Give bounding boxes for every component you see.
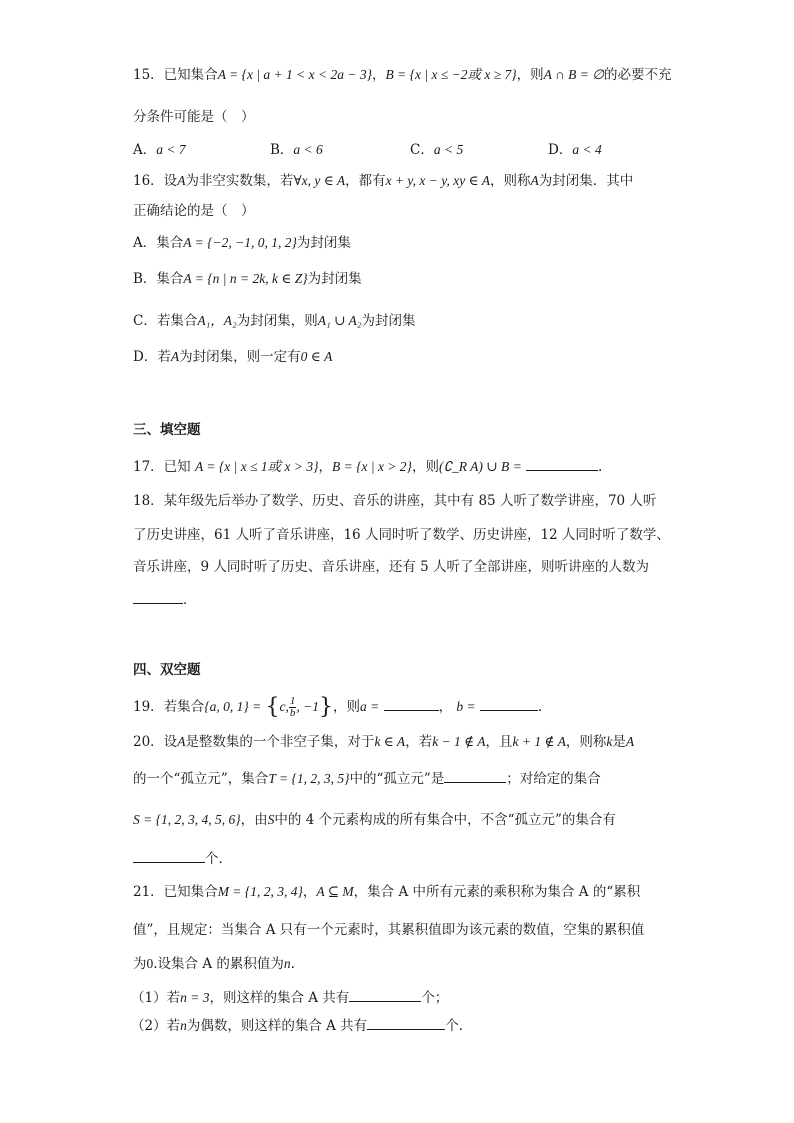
q16-option-d-cond: 0 ∈ A — [300, 349, 333, 364]
q20-line2-text-b: 中的“孤立元”是 — [349, 771, 445, 787]
q19-text-b: ，则 — [333, 699, 361, 715]
q20-text-e: ，则称 — [565, 734, 607, 750]
q15-option-a-value: a < 7 — [156, 142, 186, 157]
q20-blank2[interactable] — [133, 850, 205, 863]
q20-line2 — [133, 770, 601, 788]
q20-blank1[interactable] — [444, 770, 506, 783]
q19-end: . — [537, 699, 543, 715]
q16-option-b-tail: 为封闭集 — [307, 271, 362, 287]
q15-option-c — [410, 141, 463, 159]
q21-sub2-text-c: 个. — [445, 1018, 463, 1034]
q21-line3-text-c: . — [290, 956, 295, 972]
q19-right-brace: } — [319, 694, 334, 720]
q19-elem-rest: , −1 — [296, 699, 320, 714]
q20-cond3: k + 1 ∉ A — [512, 734, 566, 749]
q16-option-d-mid: 为封闭集，则一定有 — [179, 349, 301, 365]
q20-text-b: 是整数集的一个非空子集，对于 — [185, 734, 375, 750]
q21-sub1-blank[interactable] — [349, 989, 421, 1002]
section4-title: 四、双空题 — [133, 662, 201, 678]
q21-line3 — [133, 955, 295, 973]
q17-set-b: B = {x | x > 2} — [331, 459, 412, 474]
q21-sub2-var-n: n — [180, 1018, 187, 1033]
q16-text-e: 为封闭集．其中 — [538, 173, 634, 189]
q15-option-b — [270, 141, 323, 159]
q20-line4 — [133, 850, 232, 868]
q15-option-d-label: D． — [548, 142, 573, 158]
q15-line2: 分条件可能是（ ） — [133, 109, 255, 125]
q16-option-b — [133, 270, 362, 288]
q20-set-t: T = {1, 2, 3, 5} — [268, 771, 350, 786]
q15-set-a: A = {x | a + 1 < x < 2a − 3} — [217, 67, 372, 82]
q20-line3-text-b: 中的 4 个元素构成的所有集合中，不含“孤立元”的集合有 — [274, 812, 616, 828]
q16-option-a — [133, 234, 351, 252]
q19-frac-num: 1 — [289, 695, 296, 707]
q18-end: ． — [183, 592, 197, 608]
q15-condition: A ∩ B = ∅ — [543, 67, 605, 82]
q21-sub2-blank[interactable] — [367, 1017, 445, 1030]
q21-zero: 0 — [146, 956, 154, 971]
q15-text-a: 15．已知集合 — [133, 67, 218, 83]
q21-line3-text-b: .设集合 A 的累积值为 — [153, 956, 284, 972]
q17-text-a: 17．已知 — [133, 459, 191, 475]
q15-option-d-value: a < 4 — [572, 142, 602, 157]
q21-line3-text-a: 为 — [133, 956, 147, 972]
q21-line1 — [133, 883, 640, 901]
q21-text-b: ， — [302, 884, 317, 900]
q16-option-c-union: A₁ ∪ A₂ — [317, 313, 362, 328]
q20-text-d: ，且 — [485, 734, 513, 750]
q19-a-blank[interactable] — [384, 698, 439, 711]
q20-set-s: S = {1, 2, 3, 4, 5, 6} — [133, 812, 241, 827]
q21-set-m: M = {1, 2, 3, 4} — [217, 884, 303, 899]
q20-line2-text-a: 的一个“孤立元”，集合 — [133, 771, 269, 787]
q16-option-c-tail: 为封闭集 — [361, 313, 416, 329]
q15-set-b: B = {x | x ≤ −2或 x ≥ 7} — [385, 67, 517, 82]
q21-sub1-text-a: （1）若 — [131, 990, 181, 1006]
q16-condition1: ∀x, y ∈ A — [293, 173, 346, 188]
q17-end: . — [598, 459, 603, 475]
q21-var-n: n — [283, 956, 291, 971]
q20-var-a: A — [177, 734, 186, 749]
q19-left-set: {a, 0, 1} = — [204, 699, 262, 714]
q18-answer-blank[interactable] — [133, 591, 183, 604]
q16-option-c-mid: 为封闭集，则 — [236, 313, 318, 329]
q21-sub2-text-b: 为偶数，则这样的集合 A 共有 — [186, 1018, 368, 1034]
q21-sub2 — [131, 1017, 463, 1035]
q15-option-b-value: a < 6 — [293, 142, 323, 157]
q21-line2: 值”，且规定：当集合 A 只有一个元素时，其累积值即为该元素的数值，空集的累积值 — [133, 922, 645, 938]
q16-line1 — [133, 172, 633, 190]
q16-option-a-label: A．集合 — [133, 235, 184, 251]
q20-var-a2: A — [625, 734, 635, 749]
q16-var-a2: A — [530, 173, 539, 188]
q19-a-eq: a = — [360, 699, 380, 714]
q21-sub1-text-b: ，则这样的集合 A 共有 — [209, 990, 350, 1006]
q16-option-c-label: C．若集合 — [133, 313, 198, 329]
q16-option-b-set: A = {n | n = 2k, k ∈ Z} — [183, 271, 308, 286]
q16-text-c: ，都有 — [345, 173, 386, 189]
q19-frac-den: b — [289, 707, 296, 719]
q16-text-d: ，则称 — [490, 173, 531, 189]
q17-set-a: A = {x | x ≤ 1或 x > 3} — [194, 459, 319, 474]
q16-text-b: 为非空实数集，若 — [185, 173, 294, 189]
q16-option-b-label: B．集合 — [133, 271, 184, 287]
q20-text-f: 是 — [612, 734, 626, 750]
q20-var-s: S — [267, 812, 275, 827]
q16-option-c-a1: A₁， — [197, 313, 224, 328]
q17-text-b: ，则 — [411, 459, 439, 475]
q15-text-c: 的必要不充 — [604, 67, 672, 83]
q17-line — [133, 458, 602, 476]
q21-sub2-text-a: （2）若 — [131, 1018, 181, 1034]
q18-line2: 了历史讲座，61 人听了音乐讲座，16 人同时听了数学、历史讲座，12 人同时听了数学、 — [133, 527, 670, 543]
q21-sub1 — [131, 989, 448, 1007]
q15-line1 — [133, 66, 672, 84]
q15-option-d — [548, 141, 602, 159]
q16-line2: 正确结论的是（ ） — [133, 203, 255, 219]
q21-subset: A ⊆ M — [316, 884, 354, 899]
q18-line4 — [133, 591, 197, 609]
q20-line3 — [133, 811, 616, 829]
q20-line4-text: 个． — [205, 851, 232, 867]
q15-option-c-value: a < 5 — [433, 142, 464, 157]
q16-option-d — [133, 348, 332, 366]
q20-line3-text-a: ，由 — [240, 812, 268, 828]
q15-option-a-label: A． — [133, 142, 157, 158]
q16-var-a: A — [177, 173, 186, 188]
q15-option-c-label: C． — [410, 142, 434, 158]
q20-line2-text-c: ；对给定的集合 — [506, 771, 601, 787]
q16-condition2: x + y, x − y, xy ∈ A — [385, 173, 491, 188]
section3-title: 三、填空题 — [133, 422, 201, 438]
q15-comma: ， — [371, 67, 386, 83]
q17-answer-blank[interactable] — [526, 458, 598, 471]
q20-line1 — [133, 733, 634, 751]
q19-left-brace: { — [265, 694, 280, 720]
q16-option-d-label: D．若 — [133, 349, 171, 365]
q15-text-b: ，则 — [516, 67, 544, 83]
q17-expression: (∁_R A) ∪ B = — [438, 459, 522, 474]
q20-cond2: k − 1 ∉ A — [432, 734, 486, 749]
q19-line — [133, 696, 542, 719]
q19-text-a: 19．若集合 — [133, 699, 205, 715]
q16-option-a-set: A = {−2, −1, 0, 1, 2} — [183, 235, 297, 250]
q21-text-c: ，集合 A 中所有元素的乘积称为集合 A 的“累积 — [353, 884, 641, 900]
q16-option-d-var: A — [170, 349, 180, 364]
q21-text-a: 21．已知集合 — [133, 884, 218, 900]
q15-option-b-label: B． — [270, 142, 294, 158]
q16-option-c — [133, 312, 415, 330]
q21-sub1-cond: n = 3 — [180, 990, 210, 1005]
q19-sep: ， — [438, 699, 453, 715]
q20-text-a: 20．设 — [133, 734, 178, 750]
q15-option-a — [133, 141, 186, 159]
q17-comma: ， — [318, 459, 332, 475]
q19-b-eq: b = — [456, 699, 476, 714]
q19-b-blank[interactable] — [480, 698, 538, 711]
q21-sub1-text-c: 个； — [421, 990, 449, 1006]
q20-cond1: k ∈ A — [374, 734, 406, 749]
q16-option-c-a2: A₂ — [223, 313, 237, 328]
q16-text-a: 16．设 — [133, 173, 178, 189]
q18-line3: 音乐讲座，9 人同时听了历史、音乐讲座，还有 5 人听了全部讲座，则听讲座的人数为 — [133, 559, 650, 575]
q16-option-a-tail: 为封闭集 — [296, 235, 351, 251]
q20-var-k: k — [606, 734, 613, 749]
q18-line1: 18．某年级先后举办了数学、历史、音乐的讲座，其中有 85 人听了数学讲座，70 人听 — [133, 493, 657, 509]
q19-elem-c: c, — [279, 699, 289, 714]
q20-text-c: ，若 — [405, 734, 433, 750]
